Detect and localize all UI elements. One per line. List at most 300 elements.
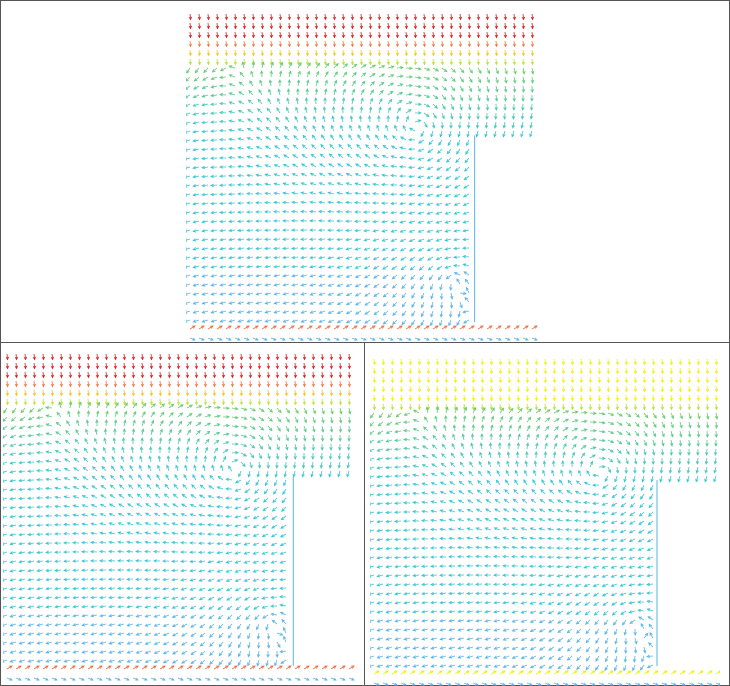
velocity-vector bbox=[186, 167, 190, 170]
velocity-vector bbox=[436, 368, 439, 374]
velocity-vector bbox=[329, 462, 332, 468]
velocity-vector bbox=[136, 596, 142, 599]
velocity-vector bbox=[220, 238, 226, 241]
velocity-vector bbox=[208, 524, 214, 527]
velocity-vector bbox=[222, 399, 225, 405]
velocity-vector bbox=[193, 475, 196, 480]
velocity-vector bbox=[319, 220, 325, 223]
velocity-vector bbox=[78, 411, 81, 417]
velocity-vector bbox=[382, 368, 385, 374]
velocity-vector bbox=[615, 656, 618, 662]
velocity-vector bbox=[505, 490, 509, 494]
velocity-vector bbox=[487, 77, 490, 83]
velocity-vector bbox=[247, 302, 253, 305]
velocity-vector bbox=[575, 547, 581, 550]
velocity-vector bbox=[467, 519, 473, 522]
velocity-vector bbox=[34, 678, 39, 680]
velocity-vector bbox=[15, 381, 18, 387]
velocity-vector bbox=[557, 575, 563, 578]
velocity-vector bbox=[489, 452, 492, 458]
velocity-vector bbox=[621, 611, 626, 614]
velocity-vector bbox=[150, 372, 153, 378]
velocity-vector bbox=[294, 354, 297, 360]
velocity-vector bbox=[173, 504, 178, 507]
velocity-vector bbox=[444, 425, 447, 431]
velocity-vector bbox=[413, 620, 419, 623]
velocity-vector bbox=[274, 283, 280, 286]
velocity-vector bbox=[342, 32, 345, 38]
velocity-vector bbox=[581, 446, 586, 450]
velocity-vector bbox=[292, 192, 298, 195]
velocity-vector bbox=[522, 638, 528, 641]
velocity-vector bbox=[499, 359, 502, 365]
velocity-vector bbox=[186, 447, 189, 453]
velocity-vector bbox=[280, 569, 286, 572]
velocity-vector bbox=[532, 490, 536, 495]
velocity-vector bbox=[346, 192, 352, 195]
velocity-vector bbox=[494, 629, 500, 632]
velocity-vector bbox=[244, 552, 250, 555]
velocity-vector bbox=[535, 404, 538, 410]
velocity-vector bbox=[124, 420, 127, 426]
velocity-vector bbox=[164, 660, 169, 663]
velocity-vector bbox=[503, 565, 509, 568]
velocity-vector bbox=[432, 23, 435, 29]
velocity-vector bbox=[361, 98, 364, 104]
velocity-vector bbox=[370, 620, 374, 623]
velocity-vector bbox=[100, 596, 106, 599]
velocity-vector bbox=[504, 23, 507, 29]
velocity-vector bbox=[82, 541, 88, 544]
velocity-vector bbox=[220, 293, 226, 296]
velocity-vector bbox=[343, 89, 346, 95]
velocity-vector bbox=[590, 438, 596, 441]
velocity-vector bbox=[342, 50, 345, 56]
velocity-vector bbox=[189, 41, 192, 47]
velocity-vector bbox=[575, 575, 581, 578]
velocity-vector bbox=[521, 620, 527, 623]
velocity-vector bbox=[33, 363, 36, 369]
velocity-vector bbox=[140, 456, 143, 462]
velocity-vector bbox=[173, 624, 178, 627]
velocity-vector bbox=[247, 320, 253, 323]
velocity-vector bbox=[268, 408, 272, 412]
velocity-vector bbox=[437, 176, 442, 179]
velocity-vector bbox=[455, 194, 460, 197]
velocity-vector bbox=[244, 525, 250, 528]
velocity-vector bbox=[517, 404, 520, 410]
velocity-vector bbox=[629, 601, 635, 604]
velocity-vector bbox=[364, 211, 370, 214]
velocity-vector bbox=[37, 416, 43, 419]
velocity-vector bbox=[283, 256, 289, 259]
velocity-vector bbox=[415, 326, 420, 329]
velocity-vector bbox=[460, 95, 463, 100]
velocity-vector bbox=[322, 135, 326, 140]
velocity-vector bbox=[271, 605, 277, 608]
velocity-vector bbox=[216, 14, 219, 20]
velocity-vector bbox=[330, 145, 334, 150]
velocity-vector bbox=[612, 602, 617, 605]
velocity-vector bbox=[689, 422, 692, 428]
velocity-vector bbox=[194, 86, 199, 89]
velocity-vector bbox=[377, 484, 383, 487]
velocity-vector bbox=[257, 137, 262, 140]
velocity-vector bbox=[544, 452, 547, 458]
velocity-vector bbox=[513, 32, 516, 38]
velocity-vector bbox=[142, 678, 147, 680]
velocity-vector bbox=[611, 521, 617, 524]
velocity-vector bbox=[105, 390, 108, 396]
velocity-vector bbox=[328, 284, 334, 287]
velocity-vector bbox=[468, 59, 471, 65]
velocity-vector bbox=[257, 651, 260, 657]
velocity-vector bbox=[370, 665, 374, 668]
velocity-vector bbox=[288, 14, 291, 20]
velocity-vector bbox=[352, 81, 355, 86]
velocity-vector bbox=[19, 597, 25, 600]
velocity-vector bbox=[374, 257, 379, 260]
velocity-vector bbox=[181, 578, 187, 581]
velocity-vector bbox=[333, 14, 336, 20]
velocity-vector bbox=[222, 363, 225, 369]
velocity-vector bbox=[211, 302, 217, 305]
velocity-vector bbox=[512, 528, 518, 531]
velocity-vector bbox=[342, 98, 345, 104]
velocity-vector bbox=[522, 14, 525, 20]
velocity-vector bbox=[200, 495, 205, 498]
velocity-vector bbox=[310, 320, 316, 323]
velocity-vector bbox=[469, 77, 472, 82]
velocity-vector bbox=[316, 338, 321, 340]
velocity-vector bbox=[477, 509, 482, 512]
velocity-vector bbox=[531, 629, 537, 632]
velocity-vector bbox=[229, 220, 235, 223]
velocity-vector bbox=[410, 248, 415, 251]
velocity-vector bbox=[395, 430, 401, 433]
velocity-vector bbox=[548, 547, 554, 550]
velocity-vector bbox=[46, 587, 52, 590]
velocity-vector bbox=[310, 210, 316, 213]
velocity-vector bbox=[427, 239, 433, 242]
velocity-vector bbox=[164, 633, 170, 636]
velocity-vector bbox=[145, 606, 151, 609]
velocity-vector bbox=[397, 100, 402, 104]
velocity-vector bbox=[467, 565, 473, 568]
velocity-vector bbox=[145, 550, 151, 553]
velocity-vector bbox=[244, 579, 250, 582]
velocity-vector bbox=[440, 519, 446, 522]
velocity-vector bbox=[75, 449, 79, 453]
velocity-vector bbox=[361, 90, 364, 95]
velocity-vector bbox=[210, 624, 215, 628]
velocity-vector bbox=[568, 480, 572, 485]
velocity-vector bbox=[469, 68, 472, 73]
velocity-vector bbox=[225, 32, 228, 38]
velocity-vector bbox=[496, 490, 500, 494]
velocity-vector bbox=[450, 59, 453, 65]
velocity-vector bbox=[346, 220, 352, 223]
velocity-vector bbox=[191, 660, 196, 664]
velocity-vector bbox=[379, 91, 383, 95]
velocity-vector bbox=[382, 202, 388, 205]
velocity-vector bbox=[581, 453, 585, 458]
velocity-vector bbox=[258, 390, 261, 396]
velocity-vector bbox=[378, 23, 381, 29]
velocity-vector bbox=[467, 528, 473, 531]
velocity-vector bbox=[127, 624, 133, 627]
velocity-vector bbox=[46, 505, 52, 508]
velocity-vector bbox=[463, 238, 469, 241]
velocity-vector bbox=[356, 275, 361, 278]
velocity-vector bbox=[19, 660, 25, 663]
velocity-vector bbox=[254, 525, 260, 528]
velocity-vector bbox=[395, 448, 401, 451]
velocity-vector bbox=[270, 23, 273, 29]
velocity-vector bbox=[147, 485, 151, 490]
velocity-vector bbox=[205, 415, 211, 418]
velocity-vector bbox=[51, 354, 54, 360]
velocity-vector bbox=[292, 293, 298, 296]
velocity-vector bbox=[352, 73, 356, 77]
velocity-vector bbox=[611, 566, 617, 569]
velocity-vector bbox=[114, 381, 117, 387]
velocity-vector bbox=[248, 660, 251, 666]
velocity-vector bbox=[406, 117, 409, 123]
velocity-vector bbox=[157, 475, 160, 480]
velocity-vector bbox=[232, 443, 238, 446]
velocity-vector bbox=[121, 466, 124, 471]
velocity-vector bbox=[6, 363, 9, 369]
velocity-vector bbox=[563, 436, 567, 440]
velocity-vector bbox=[7, 678, 12, 680]
velocity-vector bbox=[531, 68, 534, 74]
velocity-vector bbox=[422, 583, 428, 586]
velocity-vector bbox=[248, 100, 253, 104]
velocity-vector bbox=[103, 457, 106, 462]
velocity-vector bbox=[86, 420, 89, 426]
velocity-vector bbox=[377, 511, 383, 514]
velocity-vector bbox=[87, 381, 90, 387]
velocity-vector bbox=[110, 495, 115, 498]
velocity-vector bbox=[332, 107, 335, 113]
velocity-vector bbox=[275, 471, 278, 477]
velocity-vector bbox=[222, 381, 225, 387]
velocity-vector bbox=[145, 523, 151, 526]
velocity-vector bbox=[383, 257, 388, 260]
velocity-vector bbox=[3, 552, 7, 555]
velocity-vector bbox=[191, 642, 196, 646]
velocity-vector bbox=[476, 665, 482, 668]
velocity-vector bbox=[356, 311, 361, 314]
velocity-vector bbox=[369, 23, 372, 29]
velocity-vector bbox=[261, 50, 264, 56]
velocity-vector bbox=[74, 477, 79, 480]
velocity-vector bbox=[83, 467, 88, 471]
velocity-vector bbox=[432, 50, 435, 56]
velocity-vector bbox=[431, 629, 437, 632]
velocity-vector bbox=[229, 238, 235, 241]
velocity-vector bbox=[253, 588, 259, 591]
velocity-vector bbox=[454, 359, 457, 365]
velocity-vector bbox=[352, 90, 355, 96]
velocity-vector bbox=[404, 511, 410, 514]
velocity-vector bbox=[540, 499, 545, 503]
velocity-vector bbox=[651, 467, 654, 473]
velocity-vector bbox=[661, 458, 664, 464]
velocity-vector bbox=[101, 485, 106, 489]
velocity-vector bbox=[330, 381, 333, 387]
velocity-vector bbox=[297, 32, 300, 38]
velocity-vector bbox=[379, 413, 383, 418]
velocity-vector bbox=[521, 574, 527, 577]
velocity-vector bbox=[392, 671, 397, 674]
velocity-vector bbox=[388, 91, 393, 95]
velocity-vector bbox=[400, 166, 406, 169]
velocity-vector bbox=[129, 475, 133, 480]
velocity-vector bbox=[200, 633, 205, 637]
velocity-vector bbox=[211, 148, 217, 151]
velocity-vector bbox=[109, 633, 115, 636]
velocity-vector bbox=[422, 519, 428, 522]
velocity-vector bbox=[442, 104, 445, 109]
velocity-vector bbox=[715, 368, 718, 374]
velocity-vector bbox=[100, 532, 106, 535]
velocity-vector bbox=[391, 368, 394, 374]
velocity-vector bbox=[518, 417, 521, 422]
velocity-vector bbox=[3, 588, 7, 591]
velocity-vector bbox=[642, 467, 645, 473]
velocity-vector bbox=[449, 519, 455, 522]
velocity-vector bbox=[319, 238, 325, 241]
velocity-vector bbox=[163, 541, 169, 544]
velocity-vector bbox=[123, 390, 126, 396]
velocity-vector bbox=[109, 651, 115, 654]
velocity-vector bbox=[539, 593, 545, 596]
velocity-vector bbox=[494, 131, 497, 137]
velocity-vector bbox=[96, 372, 99, 378]
velocity-vector bbox=[210, 476, 214, 481]
vector-field-plot-bottom-right bbox=[370, 354, 720, 686]
velocity-vector bbox=[477, 59, 480, 65]
velocity-vector bbox=[91, 596, 97, 599]
velocity-vector bbox=[572, 683, 577, 685]
velocity-vector bbox=[182, 660, 187, 663]
velocity-vector bbox=[305, 107, 308, 113]
velocity-vector bbox=[276, 372, 279, 378]
velocity-vector bbox=[679, 395, 682, 401]
velocity-vector bbox=[247, 624, 250, 629]
velocity-vector bbox=[431, 547, 437, 550]
velocity-vector bbox=[46, 415, 52, 418]
velocity-vector bbox=[481, 386, 484, 392]
velocity-vector bbox=[467, 131, 470, 137]
velocity-vector bbox=[593, 575, 599, 578]
velocity-vector bbox=[42, 372, 45, 378]
velocity-vector bbox=[458, 131, 461, 137]
velocity-vector bbox=[200, 597, 205, 600]
velocity-vector bbox=[315, 98, 318, 104]
velocity-vector bbox=[15, 390, 18, 396]
velocity-vector bbox=[154, 597, 160, 600]
velocity-vector bbox=[191, 495, 196, 498]
velocity-vector bbox=[229, 84, 235, 87]
velocity-vector bbox=[173, 642, 178, 645]
velocity-vector bbox=[273, 498, 277, 503]
velocity-vector bbox=[470, 453, 473, 458]
velocity-vector bbox=[73, 614, 79, 617]
velocity-vector bbox=[262, 338, 267, 340]
velocity-vector bbox=[19, 524, 25, 527]
velocity-vector bbox=[220, 220, 226, 223]
velocity-vector bbox=[311, 471, 314, 477]
velocity-vector bbox=[485, 583, 491, 586]
velocity-vector bbox=[329, 471, 332, 477]
velocity-vector bbox=[154, 633, 160, 636]
velocity-vector bbox=[599, 430, 605, 433]
velocity-vector bbox=[55, 569, 61, 572]
velocity-vector bbox=[530, 104, 533, 110]
velocity-vector bbox=[279, 80, 282, 86]
velocity-vector bbox=[43, 678, 48, 680]
velocity-vector bbox=[265, 293, 271, 296]
velocity-vector bbox=[10, 570, 16, 573]
velocity-vector bbox=[571, 461, 574, 467]
velocity-vector bbox=[386, 466, 392, 469]
velocity-vector bbox=[202, 266, 208, 269]
velocity-vector bbox=[418, 404, 421, 410]
velocity-vector bbox=[285, 136, 289, 140]
velocity-vector bbox=[24, 390, 27, 396]
velocity-vector bbox=[513, 23, 516, 29]
velocity-vector bbox=[146, 513, 151, 516]
velocity-vector bbox=[357, 145, 361, 149]
velocity-vector bbox=[472, 395, 475, 401]
velocity-vector bbox=[88, 666, 93, 669]
velocity-vector bbox=[446, 671, 451, 674]
velocity-vector bbox=[155, 642, 161, 645]
velocity-vector bbox=[680, 671, 685, 674]
velocity-vector bbox=[136, 615, 142, 618]
velocity-vector bbox=[413, 447, 419, 450]
velocity-vector bbox=[443, 435, 446, 440]
velocity-vector bbox=[405, 32, 408, 38]
velocity-vector bbox=[330, 426, 333, 432]
velocity-vector bbox=[310, 192, 316, 195]
velocity-vector bbox=[303, 372, 306, 378]
velocity-vector bbox=[265, 201, 271, 204]
velocity-vector bbox=[527, 417, 531, 422]
velocity-vector bbox=[404, 421, 410, 424]
velocity-vector bbox=[459, 500, 464, 503]
velocity-vector bbox=[265, 311, 271, 314]
velocity-vector bbox=[271, 596, 277, 599]
velocity-vector bbox=[96, 411, 99, 417]
velocity-vector bbox=[446, 275, 451, 279]
velocity-vector bbox=[647, 566, 653, 569]
velocity-vector bbox=[346, 238, 352, 241]
velocity-vector bbox=[238, 642, 241, 648]
velocity-vector bbox=[505, 338, 510, 340]
velocity-vector bbox=[249, 372, 252, 378]
velocity-vector bbox=[616, 404, 619, 410]
velocity-vector bbox=[688, 386, 691, 392]
velocity-vector bbox=[548, 556, 554, 559]
velocity-vector bbox=[652, 386, 655, 392]
velocity-vector bbox=[337, 284, 343, 287]
velocity-vector bbox=[272, 543, 278, 546]
velocity-vector bbox=[292, 302, 298, 305]
